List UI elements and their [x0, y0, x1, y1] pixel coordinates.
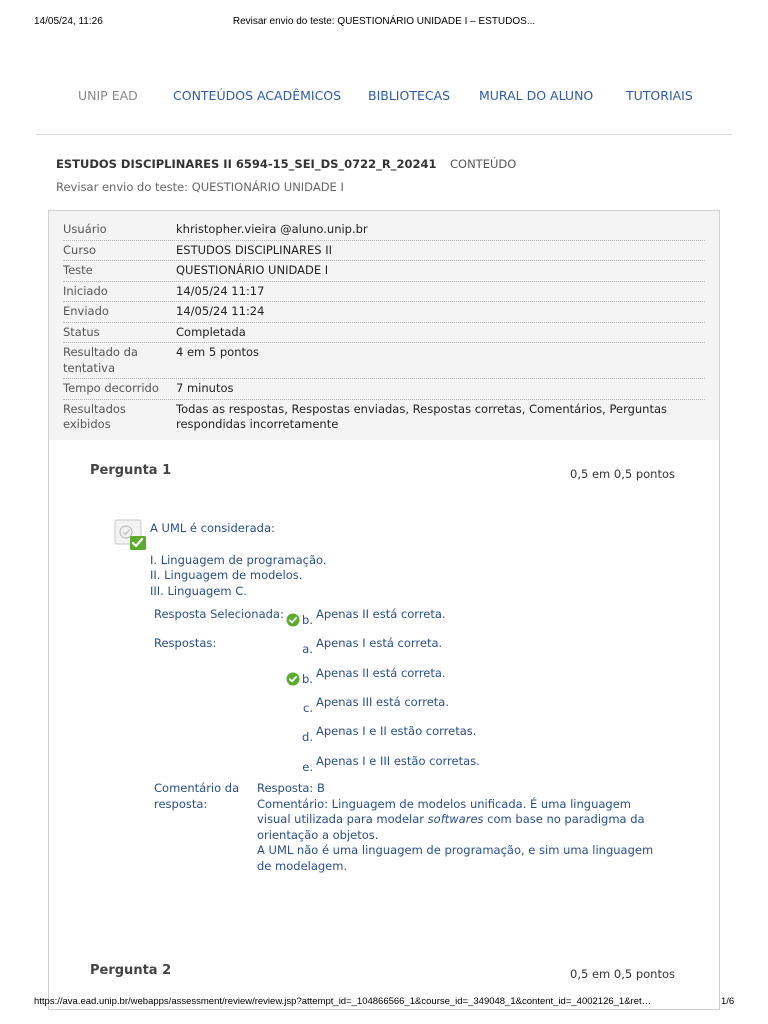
- comment-text-emphasis: softwares: [427, 812, 484, 826]
- info-value: 14/05/24 11:17: [176, 283, 265, 298]
- print-page-number: 1/6: [721, 996, 735, 1007]
- question-1-title: Pergunta 1: [90, 463, 172, 478]
- print-page-title: Revisar envio do teste: QUESTIONÁRIO UNIDADE I – ESTUDOS...: [232, 16, 536, 27]
- answer-letter-a: a.: [302, 642, 313, 656]
- answer-option-d: Apenas I e II estão corretas.: [316, 724, 477, 738]
- attempt-info-table: [49, 211, 719, 440]
- info-value: Completada: [176, 324, 246, 339]
- answer-letter-b: b.: [302, 672, 313, 686]
- answer-option-b: Apenas II está correta.: [316, 666, 446, 680]
- info-label: Resultados exibidos: [63, 401, 126, 431]
- info-value: 4 em 5 pontos: [176, 345, 260, 359]
- info-row-test: [63, 261, 705, 282]
- info-row-elapsed: [63, 379, 705, 400]
- answer-option-e: Apenas I e III estão corretas.: [316, 754, 480, 768]
- answer-letter-e: e.: [302, 760, 313, 774]
- answer-option-a: Apenas I está correta.: [316, 636, 443, 650]
- top-navigation: [60, 88, 720, 108]
- info-label: Status: [63, 324, 100, 339]
- comment-answer: Resposta: B: [257, 781, 325, 795]
- info-label: Enviado: [63, 304, 109, 318]
- breadcrumb-course[interactable]: ESTUDOS DISCIPLINARES II 6594-15_SEI_DS_0722_R_20241: [56, 157, 437, 171]
- review-panel: [48, 210, 720, 1010]
- answer-comment-label: Comentário da resposta:: [154, 781, 240, 811]
- answer-comment: [257, 781, 667, 874]
- info-row-started: [63, 282, 705, 303]
- selected-answer-letter: b.: [302, 613, 313, 627]
- info-value: 7 minutos: [176, 381, 234, 395]
- info-label: Usuário: [63, 222, 107, 236]
- question-2-score: 0,5 em 0,5 pontos: [570, 967, 675, 981]
- info-label: Resultado da tentativa: [63, 345, 138, 375]
- selected-answer-label: Resposta Selecionada:: [154, 607, 284, 621]
- question-1-statement-3: III. Linguagem C.: [150, 584, 247, 598]
- comment-text: [257, 797, 667, 844]
- print-footer: [0, 996, 768, 1010]
- info-label: Iniciado: [63, 283, 108, 298]
- answer-option-c: Apenas III está correta.: [316, 695, 449, 709]
- nav-conteudos-academicos[interactable]: CONTEÚDOS ACADÊMICOS: [173, 88, 342, 103]
- nav-unip-ead[interactable]: UNIP EAD: [78, 88, 138, 103]
- info-label: Tempo decorrido: [63, 381, 159, 395]
- answer-letter-d: d.: [302, 730, 313, 744]
- answer-letter-c: c.: [303, 701, 313, 715]
- comment-text-part-1: Comentário: Linguagem de modelos unificada. É uma linguagem visual utilizada para modelar: [257, 796, 632, 826]
- check-circle-icon: [286, 613, 300, 627]
- info-row-user: [63, 220, 705, 241]
- nav-mural-do-aluno[interactable]: MURAL DO ALUNO: [479, 88, 594, 103]
- nav-tutoriais[interactable]: TUTORIAIS: [626, 88, 693, 103]
- selected-answer-text: Apenas II está correta.: [316, 607, 446, 621]
- info-row-course: [63, 241, 705, 262]
- correct-answer-icon: [114, 519, 148, 551]
- info-value: QUESTIONÁRIO UNIDADE I: [176, 263, 329, 277]
- question-1-statement-2: II. Linguagem de modelos.: [150, 568, 303, 582]
- info-label: Curso: [63, 242, 97, 257]
- header-divider: [36, 134, 732, 135]
- print-timestamp: 14/05/24, 11:26: [34, 16, 103, 27]
- info-row-results-shown: [63, 400, 705, 435]
- print-url: https://ava.ead.unip.br/webapps/assessment/review/review.jsp?attempt_id=_104866566_1&course_id=_349048_1&content_id=_4002126_1&ret…: [34, 996, 652, 1007]
- info-label: Teste: [63, 263, 93, 277]
- question-1-prompt: A UML é considerada:: [150, 521, 275, 535]
- info-row-result: [63, 343, 705, 379]
- question-2-title: Pergunta 2: [90, 963, 172, 978]
- question-1-statement-1: I. Linguagem de programação.: [150, 553, 327, 567]
- print-header: [0, 16, 768, 30]
- info-value: ESTUDOS DISCIPLINARES II: [176, 242, 333, 257]
- info-row-status: [63, 323, 705, 344]
- comment-text-note: A UML não é uma linguagem de programação, e sim uma linguagem de modelagem.: [257, 843, 654, 873]
- check-circle-icon: [286, 672, 300, 686]
- info-value: khristopher.vieira @aluno.unip.br: [176, 222, 368, 236]
- page-title: Revisar envio do teste: QUESTIONÁRIO UNIDADE I: [56, 180, 344, 194]
- comment-text-part-2: com base no paradigma da orientação a objetos.: [257, 812, 645, 842]
- info-row-submitted: [63, 302, 705, 323]
- info-value: Todas as respostas, Respostas enviadas, Respostas corretas, Comentários, Perguntas respondidas incorretamente: [176, 401, 668, 431]
- question-1-score: 0,5 em 0,5 pontos: [570, 467, 675, 481]
- answers-label: Respostas:: [154, 636, 217, 650]
- nav-bibliotecas[interactable]: BIBLIOTECAS: [368, 88, 451, 103]
- breadcrumb-section[interactable]: CONTEÚDO: [450, 157, 517, 171]
- info-value: 14/05/24 11:24: [176, 304, 265, 318]
